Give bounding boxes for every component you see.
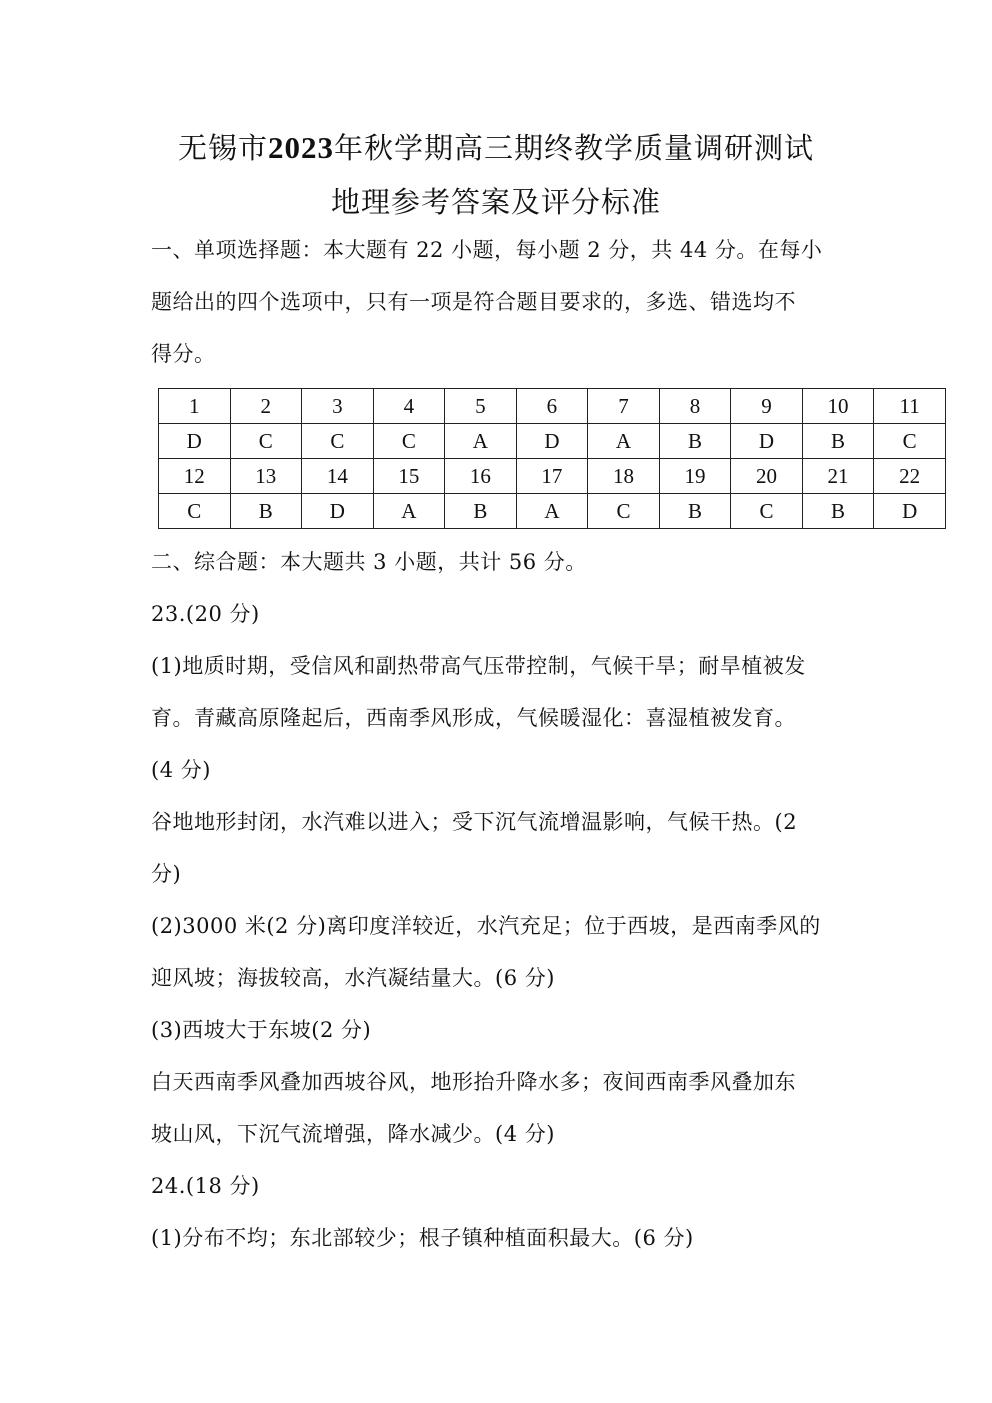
- answer-row: [159, 424, 946, 459]
- answer-cell: D: [159, 424, 231, 459]
- question-number-cell: 21: [802, 459, 874, 494]
- answer-text-line: 坡山风，下沉气流增强，降水减少。(4 分): [151, 1122, 555, 1146]
- answer-text-line: (1)分布不均；东北部较少；根子镇种植面积最大。(6 分): [151, 1226, 694, 1250]
- section1-line: 一、单项选择题：本大题有 22 小题，每小题 2 分，共 44 分。在每小: [151, 238, 823, 262]
- answer-cell: C: [373, 424, 445, 459]
- question-number-cell: 2: [230, 389, 302, 424]
- answer-cell: B: [802, 424, 874, 459]
- answer-cell: C: [230, 424, 302, 459]
- question-number-cell: 8: [659, 389, 731, 424]
- answer-cell: B: [445, 494, 517, 529]
- question-number-cell: 15: [373, 459, 445, 494]
- question-number-cell: 14: [302, 459, 374, 494]
- answer-text-line: (4 分): [151, 758, 211, 782]
- question-number-cell: 22: [874, 459, 946, 494]
- answer-text-line: 迎风坡；海拔较高，水汽凝结量大。(6 分): [151, 966, 555, 990]
- question-number-row: [159, 389, 946, 424]
- question-number-cell: 18: [588, 459, 660, 494]
- answer-cell: C: [588, 494, 660, 529]
- answer-cell: A: [445, 424, 517, 459]
- question-number-cell: 3: [302, 389, 374, 424]
- answer-cell: C: [159, 494, 231, 529]
- section2-heading: 二、综合题：本大题共 3 小题，共计 56 分。: [151, 550, 587, 574]
- answer-cell: D: [731, 424, 803, 459]
- answer-cell: B: [659, 424, 731, 459]
- answer-cell: D: [874, 494, 946, 529]
- answer-cell: A: [373, 494, 445, 529]
- answer-cell: A: [588, 424, 660, 459]
- question-number-cell: 11: [874, 389, 946, 424]
- title-prefix: 无锡市: [177, 131, 268, 165]
- question-number-cell: 9: [731, 389, 803, 424]
- question-number-cell: 12: [159, 459, 231, 494]
- question-number-cell: 4: [373, 389, 445, 424]
- answer-text-line: 分): [151, 862, 182, 886]
- answer-text-line: 白天西南季风叠加西坡谷风，地形抬升降水多；夜间西南季风叠加东: [151, 1070, 796, 1094]
- question-number-cell: 7: [588, 389, 660, 424]
- answer-text-line: 育。青藏高原隆起后，西南季风形成，气候暖湿化：喜湿植被发育。: [151, 706, 796, 730]
- answer-cell: B: [802, 494, 874, 529]
- section1-line: 得分。: [151, 342, 216, 366]
- question-number-cell: 17: [516, 459, 588, 494]
- title-suffix: 年秋学期高三期终教学质量调研测试: [334, 131, 815, 165]
- answer-cell: D: [516, 424, 588, 459]
- question-number-cell: 6: [516, 389, 588, 424]
- answer-text-line: (3)西坡大于东坡(2 分): [151, 1018, 372, 1042]
- document-subtitle: 地理参考答案及评分标准: [330, 185, 661, 219]
- answer-text-line: (1)地质时期，受信风和副热带高气压带控制，气候干旱；耐旱植被发: [151, 654, 806, 678]
- question-number-cell: 19: [659, 459, 731, 494]
- question-number-row: [159, 459, 946, 494]
- answer-cell: C: [874, 424, 946, 459]
- answer-table: [158, 388, 946, 529]
- question-number-cell: 13: [230, 459, 302, 494]
- answer-cell: B: [659, 494, 731, 529]
- question-number-cell: 20: [731, 459, 803, 494]
- section1-line: 题给出的四个选项中，只有一项是符合题目要求的，多选、错选均不: [151, 290, 796, 314]
- answer-row: [159, 494, 946, 529]
- question-number-cell: 5: [445, 389, 517, 424]
- question-number-cell: 1: [159, 389, 231, 424]
- answer-cell: C: [731, 494, 803, 529]
- question-24-heading: 24.(18 分): [151, 1174, 260, 1198]
- answer-cell: A: [516, 494, 588, 529]
- answer-cell: B: [230, 494, 302, 529]
- question-number-cell: 16: [445, 459, 517, 494]
- answer-text-line: (2)3000 米(2 分)离印度洋较近，水汽充足；位于西坡，是西南季风的: [151, 914, 821, 938]
- question-number-cell: 10: [802, 389, 874, 424]
- answer-cell: D: [302, 494, 374, 529]
- answer-text-line: 谷地地形封闭，水汽难以进入；受下沉气流增温影响，气候干热。(2: [151, 810, 798, 834]
- answer-cell: C: [302, 424, 374, 459]
- question-23-heading: 23.(20 分): [151, 602, 260, 626]
- title-year: 2023: [268, 130, 334, 165]
- document-title: [0, 126, 992, 167]
